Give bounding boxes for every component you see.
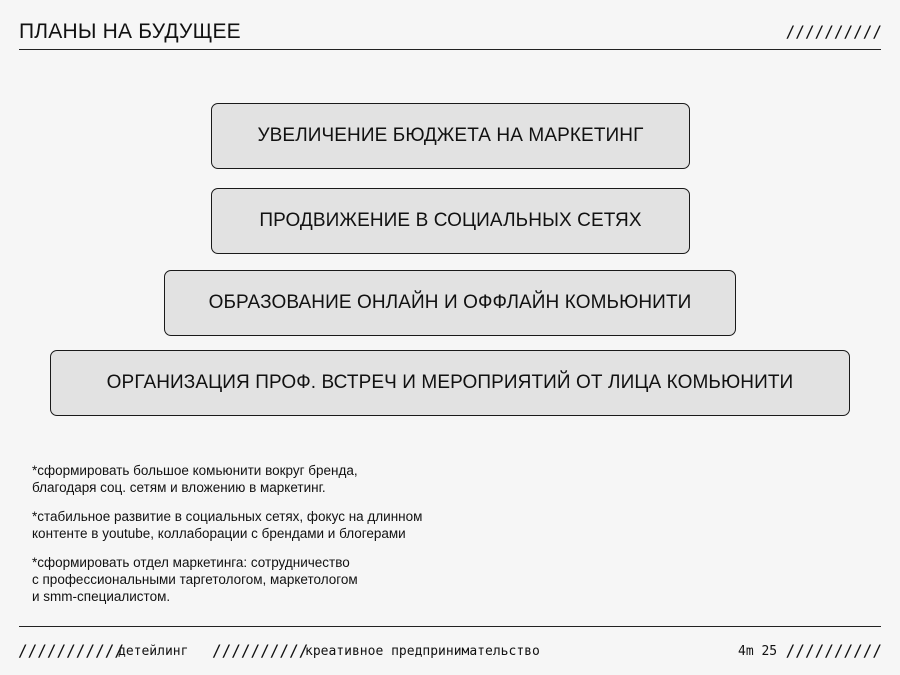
note-line: *сформировать большое комьюнити вокруг бренда, <box>32 463 358 478</box>
plan-box-community <box>164 270 736 336</box>
note-line: *стабильное развитие в социальных сетях, фокус на длинном <box>32 509 423 524</box>
note-line: *сформировать отдел маркетинга: сотрудничество <box>32 555 350 570</box>
note-line: благодаря соц. сетям и вложению в маркетинг. <box>32 480 326 495</box>
plan-box-marketing-budget <box>211 103 690 169</box>
note-line: контенте в youtube, коллаборации с брендами и блогерами <box>32 526 406 541</box>
footer-slashes-right: ////////// <box>785 641 882 660</box>
footer-slashes-left: /////////// <box>18 641 124 660</box>
footer-label-creative: креативное предпринимательство <box>305 644 540 659</box>
footer-label-detailing: детейлинг <box>118 644 189 659</box>
footer-slashes-middle: ////////// <box>212 641 309 660</box>
footer-page-number: 4m 25 <box>738 644 778 659</box>
plan-box-label: ПРОДВИЖЕНИЕ В СОЦИАЛЬНЫХ СЕТЯХ <box>259 210 642 231</box>
note-item <box>32 462 502 496</box>
plan-box-label: ОРГАНИЗАЦИЯ ПРОФ. ВСТРЕЧ И МЕРОПРИЯТИЙ ОТ ЛИЦА КОМЬЮНИТИ <box>106 372 794 393</box>
note-item <box>32 508 502 542</box>
plan-box-label: ОБРАЗОВАНИЕ ОНЛАЙН И ОФФЛАЙН КОМЬЮНИТИ <box>208 292 692 313</box>
note-item <box>32 554 502 605</box>
header-slashes-decoration: ////////// <box>785 22 882 41</box>
header-divider <box>19 49 881 50</box>
plan-box-social-media <box>211 188 690 254</box>
plan-box-events <box>50 350 850 416</box>
note-line: с профессиональными таргетологом, маркетологом <box>32 572 358 587</box>
note-line: и smm-специалистом. <box>32 589 171 604</box>
plan-box-label: УВЕЛИЧЕНИЕ БЮДЖЕТА НА МАРКЕТИНГ <box>257 125 644 146</box>
notes-section <box>32 462 502 617</box>
page-title: ПЛАНЫ НА БУДУЩЕЕ <box>19 20 241 43</box>
footer-divider <box>19 626 881 627</box>
